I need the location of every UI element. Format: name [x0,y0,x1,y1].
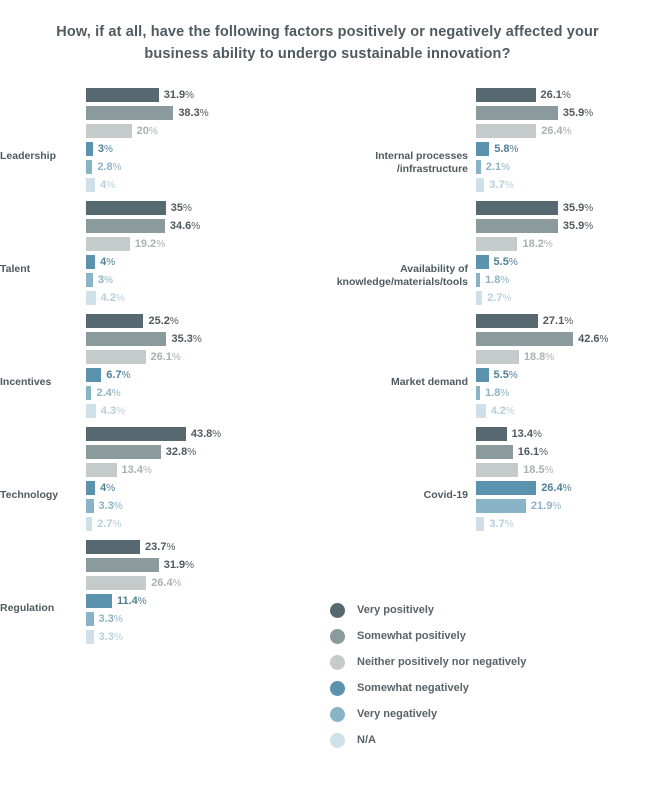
bar [86,291,96,305]
bar-group [0,88,330,201]
bar-value-label: 5.5% [493,368,518,381]
bar-value-label: 26.4% [541,124,572,137]
bar [86,517,92,531]
bar [476,517,484,531]
bar-group [330,314,655,427]
bar-value-label: 35.9% [562,219,594,232]
bar-value-label: 3% [97,273,113,286]
bar-value-label: 35.9% [562,106,594,119]
bar [476,142,489,156]
bar-value-label: 3% [97,142,113,155]
bar [476,178,484,192]
bar [86,201,166,215]
bar-value-label: 3.3% [98,630,123,643]
legend-swatch-icon [330,629,345,644]
bar-value-label: 1.8% [485,386,510,399]
bar [476,499,526,513]
bar-value-label: 31.9% [163,88,195,101]
legend-item[interactable] [330,727,526,753]
bar-value-label: 4% [100,178,116,191]
bar-value-label: 6.7% [106,368,131,381]
legend-swatch-icon [330,707,345,722]
bar-group [330,201,655,314]
bar [476,481,536,495]
bar-value-label: 13.4% [511,427,542,440]
bar [86,386,91,400]
bar [476,368,489,382]
bar [86,106,173,120]
bar-value-label: 2.7% [487,291,512,304]
bar-value-label: 4.2% [490,404,515,417]
bar [476,201,558,215]
bar [476,445,513,459]
bar [476,332,573,346]
category-label: Regulation [0,601,55,614]
bar [476,255,489,269]
bar-value-label: 4% [100,481,116,494]
bar-value-label: 3.3% [98,499,123,512]
bar [86,332,166,346]
bar-value-label: 2.1% [485,160,510,173]
category-label: Market demand [390,375,468,388]
bar [86,255,95,269]
bar-value-label: 4.2% [100,291,125,304]
legend-item[interactable] [330,675,526,701]
bar-value-label: 35.3% [171,332,202,345]
bar [86,160,92,174]
bar [86,350,146,364]
bar [86,124,132,138]
legend-swatch-icon [330,681,345,696]
bar [476,386,480,400]
bar-value-label: 5.8% [494,142,519,155]
bar-value-label: 25.2% [148,314,179,327]
bar-value-label: 26.4% [541,481,572,494]
chart-legend [330,597,526,753]
legend-swatch-icon [330,733,345,748]
bar-value-label: 3.7% [489,178,514,191]
bar [86,88,159,102]
legend-label: Somewhat negatively [357,682,469,694]
bar [86,576,146,590]
bar [86,445,161,459]
bar [86,540,140,554]
legend-item[interactable] [330,623,526,649]
bar-value-label: 1.8% [485,273,510,286]
bar [86,219,165,233]
bar [476,88,536,102]
bar-value-label: 11.4% [116,594,147,607]
legend-label: Very negatively [357,708,438,720]
bar-value-label: 35% [170,201,192,214]
bar [86,499,94,513]
bar [476,237,517,251]
bar-value-label: 13.4% [121,463,152,476]
legend-swatch-icon [330,655,345,670]
bar [86,630,94,644]
bar [476,160,481,174]
bar-value-label: 42.6% [578,332,609,345]
bar [86,142,93,156]
bar [86,368,101,382]
bar-value-label: 18.2% [522,237,553,250]
bar-value-label: 2.4% [96,386,121,399]
bar-value-label: 31.9% [163,558,195,571]
legend-item[interactable] [330,649,526,675]
bar [86,273,93,287]
bar-value-label: 3.3% [98,612,123,625]
bar [86,427,186,441]
bar-value-label: 18.8% [523,350,555,363]
chart-column-right [330,88,655,540]
bar-value-label: 26.1% [540,88,571,101]
page-title: How, if at all, have the following factors positively or negatively affected your business ability to undergo sustainable innovation? [56,24,599,62]
bar [86,481,95,495]
bar-value-label: 4.3% [100,404,125,417]
bar-group [0,201,330,314]
bar [86,463,117,477]
bar [86,612,94,626]
bar-value-label: 21.9% [530,499,562,512]
bar [476,463,518,477]
category-label: Covid-19 [423,488,468,501]
bar-value-label: 3.7% [489,517,514,530]
bar-value-label: 16.1% [517,445,549,458]
category-label: Internal processes /infrastructure [375,149,468,175]
bar [86,314,143,328]
bar [476,219,558,233]
bar-group [0,427,330,540]
bar-group [0,540,330,653]
bar-value-label: 4% [100,255,116,268]
bar-value-label: 34.6% [169,219,201,232]
bar-value-label: 26.4% [151,576,182,589]
bar-value-label: 26.1% [150,350,181,363]
bar [86,404,96,418]
bar [86,237,130,251]
bar [476,106,558,120]
bar-value-label: 35.9% [562,201,594,214]
category-label: Availability of knowledge/materials/tools [336,262,468,288]
bar-group [330,427,655,540]
bar [86,594,112,608]
bar-value-label: 2.7% [97,517,122,530]
bar [86,558,159,572]
bar [476,124,536,138]
bar [476,427,507,441]
bar-value-label: 2.8% [97,160,122,173]
bar-value-label: 38.3% [178,106,209,119]
bar-value-label: 32.8% [165,445,197,458]
category-label: Leadership [0,149,57,162]
legend-swatch-icon [330,603,345,618]
bar [476,314,538,328]
bar [476,291,482,305]
bar-value-label: 5.5% [493,255,518,268]
category-label: Talent [0,262,31,275]
chart-column-left [0,88,330,653]
bar-group [0,314,330,427]
bar [476,350,519,364]
category-label: Incentives [0,375,52,388]
category-label: Technology [0,488,59,501]
bar [476,273,480,287]
bar-value-label: 27.1% [542,314,574,327]
legend-label: N/A [357,734,376,746]
bar-value-label: 18.5% [523,463,554,476]
bar-value-label: 19.2% [134,237,166,250]
bar-value-label: 23.7% [145,540,176,553]
bar-group [330,88,655,201]
bar-value-label: 43.8% [190,427,222,440]
legend-label: Somewhat positively [357,630,466,642]
bar [476,404,486,418]
legend-item[interactable] [330,597,526,623]
bar-value-label: 20% [136,124,158,137]
bar [86,178,95,192]
legend-label: Very positively [357,604,435,616]
legend-item[interactable] [330,701,526,727]
legend-label: Neither positively nor negatively [357,656,527,668]
